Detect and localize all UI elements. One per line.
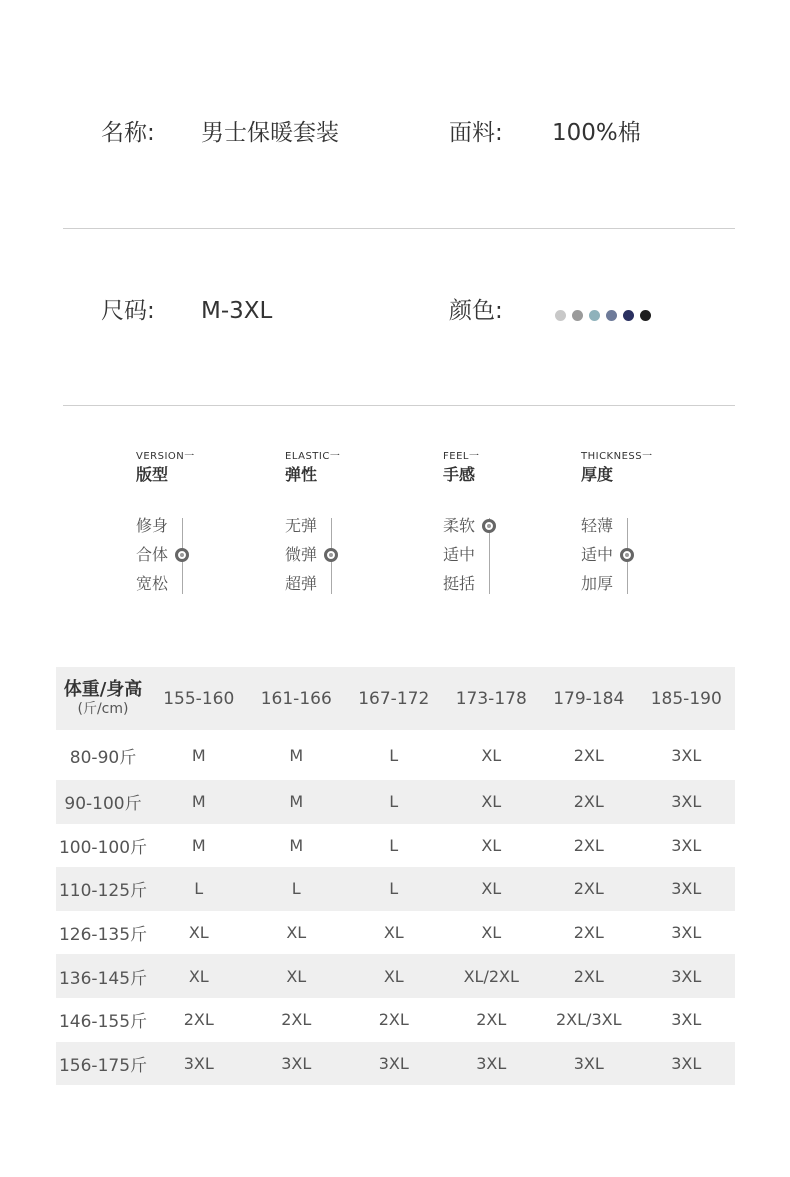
height-header: 167-172 bbox=[358, 688, 430, 709]
size-cell: XL bbox=[481, 745, 502, 765]
attribute-scale bbox=[443, 518, 543, 594]
attribute-zh-label: 弹性 bbox=[285, 465, 318, 484]
attribute-en-label: FEEL一 bbox=[443, 451, 480, 462]
height-header: 161-166 bbox=[260, 688, 332, 709]
scale-option: 宽松 bbox=[136, 574, 169, 593]
size-table bbox=[56, 667, 735, 1085]
name-label: 名称: bbox=[101, 120, 155, 146]
size-cell: XL bbox=[481, 923, 502, 943]
divider-1 bbox=[63, 228, 735, 229]
size-value: M-3XL bbox=[201, 298, 273, 324]
size-cell: XL bbox=[481, 879, 502, 899]
scale-marker-icon bbox=[324, 548, 338, 562]
size-cell: XL/2XL bbox=[463, 966, 519, 986]
size-cell: L bbox=[194, 879, 204, 899]
size-cell: M bbox=[289, 745, 304, 765]
attribute-版型 bbox=[136, 450, 286, 593]
height-header: 185-190 bbox=[650, 688, 722, 709]
scale-marker-icon bbox=[482, 519, 496, 533]
height-header: 173-178 bbox=[455, 688, 527, 709]
size-cell: 3XL bbox=[573, 1053, 604, 1073]
attribute-scale bbox=[136, 518, 236, 594]
size-cell: XL bbox=[188, 923, 209, 943]
attribute-弹性 bbox=[285, 450, 435, 593]
size-cell: 3XL bbox=[671, 835, 702, 855]
table-row bbox=[56, 1042, 735, 1086]
size-cell: 3XL bbox=[671, 745, 702, 765]
weight-cell: 110-125斤 bbox=[58, 881, 148, 902]
scale-marker-icon bbox=[620, 548, 634, 562]
size-cell: 3XL bbox=[281, 1053, 312, 1073]
name-value: 男士保暖套装 bbox=[201, 120, 339, 146]
size-cell: L bbox=[389, 835, 399, 855]
weight-cell: 146-155斤 bbox=[58, 1012, 148, 1033]
scale-option: 微弹 bbox=[285, 545, 318, 564]
size-cell: XL bbox=[383, 923, 404, 943]
color-label: 颜色: bbox=[449, 298, 503, 324]
table-row bbox=[56, 998, 735, 1042]
size-cell: L bbox=[389, 745, 399, 765]
size-cell: XL bbox=[481, 792, 502, 812]
color-swatch bbox=[555, 310, 566, 321]
size-cell: XL bbox=[286, 966, 307, 986]
scale-option: 无弹 bbox=[285, 516, 318, 535]
info-row-name-fabric bbox=[0, 122, 790, 162]
attribute-厚度 bbox=[581, 450, 731, 593]
size-cell: 3XL bbox=[183, 1053, 214, 1073]
size-table-body bbox=[56, 730, 735, 1085]
color-swatch bbox=[623, 310, 634, 321]
table-row bbox=[56, 954, 735, 998]
weight-cell: 80-90斤 bbox=[69, 747, 137, 768]
size-cell: 2XL bbox=[573, 745, 604, 765]
table-row bbox=[56, 911, 735, 955]
corner-main-label: 体重/身高 bbox=[63, 678, 143, 700]
size-cell: 2XL bbox=[378, 1010, 409, 1030]
weight-cell: 136-145斤 bbox=[58, 968, 148, 989]
attribute-en-label: THICKNESS一 bbox=[581, 451, 653, 462]
size-cell: 3XL bbox=[378, 1053, 409, 1073]
corner-unit-label: (斤/cm) bbox=[77, 700, 129, 717]
color-swatch bbox=[589, 310, 600, 321]
scale-option: 超弹 bbox=[285, 574, 318, 593]
size-cell: 2XL bbox=[476, 1010, 507, 1030]
size-cell: 3XL bbox=[671, 966, 702, 986]
size-cell: 2XL/3XL bbox=[556, 1010, 622, 1030]
weight-cell: 90-100斤 bbox=[64, 794, 142, 815]
size-table-corner bbox=[56, 667, 150, 730]
info-row-size-color bbox=[0, 300, 790, 340]
attribute-scale bbox=[581, 518, 681, 594]
size-cell: L bbox=[389, 879, 399, 899]
size-cell: XL bbox=[286, 923, 307, 943]
scale-option: 适中 bbox=[443, 545, 476, 564]
size-cell: L bbox=[389, 792, 399, 812]
size-table-header bbox=[56, 667, 735, 730]
attribute-en-label: VERSION一 bbox=[136, 451, 195, 462]
fabric-value: 100%棉 bbox=[552, 120, 641, 146]
scale-option: 轻薄 bbox=[581, 516, 614, 535]
size-cell: 3XL bbox=[476, 1053, 507, 1073]
attribute-手感 bbox=[443, 450, 593, 593]
attribute-scale bbox=[285, 518, 385, 594]
scale-option: 加厚 bbox=[581, 574, 614, 593]
scale-option: 柔软 bbox=[443, 516, 476, 535]
size-cell: M bbox=[289, 835, 304, 855]
attribute-zh-label: 版型 bbox=[136, 465, 169, 484]
size-cell: 2XL bbox=[573, 792, 604, 812]
size-cell: M bbox=[289, 792, 304, 812]
size-cell: 3XL bbox=[671, 1053, 702, 1073]
size-cell: 2XL bbox=[573, 923, 604, 943]
size-cell: 3XL bbox=[671, 879, 702, 899]
color-swatch bbox=[572, 310, 583, 321]
attribute-zh-label: 手感 bbox=[443, 465, 476, 484]
table-row bbox=[56, 730, 735, 780]
size-cell: L bbox=[291, 879, 301, 899]
scale-option: 挺括 bbox=[443, 574, 476, 593]
size-cell: M bbox=[191, 792, 206, 812]
table-row bbox=[56, 867, 735, 911]
color-swatches bbox=[555, 310, 651, 321]
size-cell: XL bbox=[383, 966, 404, 986]
weight-cell: 126-135斤 bbox=[58, 925, 148, 946]
size-cell: XL bbox=[188, 966, 209, 986]
size-cell: XL bbox=[481, 835, 502, 855]
size-label: 尺码: bbox=[101, 298, 155, 324]
weight-cell: 156-175斤 bbox=[58, 1055, 148, 1076]
size-cell: 2XL bbox=[183, 1010, 214, 1030]
size-cell: 3XL bbox=[671, 792, 702, 812]
divider-2 bbox=[63, 405, 735, 406]
attribute-en-label: ELASTIC一 bbox=[285, 451, 341, 462]
height-header: 179-184 bbox=[553, 688, 625, 709]
scale-marker-icon bbox=[175, 548, 189, 562]
size-cell: M bbox=[191, 835, 206, 855]
size-cell: 2XL bbox=[573, 835, 604, 855]
size-cell: 2XL bbox=[281, 1010, 312, 1030]
weight-cell: 100-100斤 bbox=[58, 837, 148, 858]
size-cell: 2XL bbox=[573, 879, 604, 899]
height-header: 155-160 bbox=[163, 688, 235, 709]
color-swatch bbox=[640, 310, 651, 321]
scale-option: 合体 bbox=[136, 545, 169, 564]
size-cell: M bbox=[191, 745, 206, 765]
color-swatch bbox=[606, 310, 617, 321]
scale-option: 修身 bbox=[136, 516, 169, 535]
table-row bbox=[56, 780, 735, 824]
table-row bbox=[56, 824, 735, 868]
size-cell: 3XL bbox=[671, 923, 702, 943]
scale-option: 适中 bbox=[581, 545, 614, 564]
attribute-zh-label: 厚度 bbox=[581, 465, 614, 484]
size-cell: 2XL bbox=[573, 966, 604, 986]
size-cell: 3XL bbox=[671, 1010, 702, 1030]
fabric-label: 面料: bbox=[449, 120, 503, 146]
